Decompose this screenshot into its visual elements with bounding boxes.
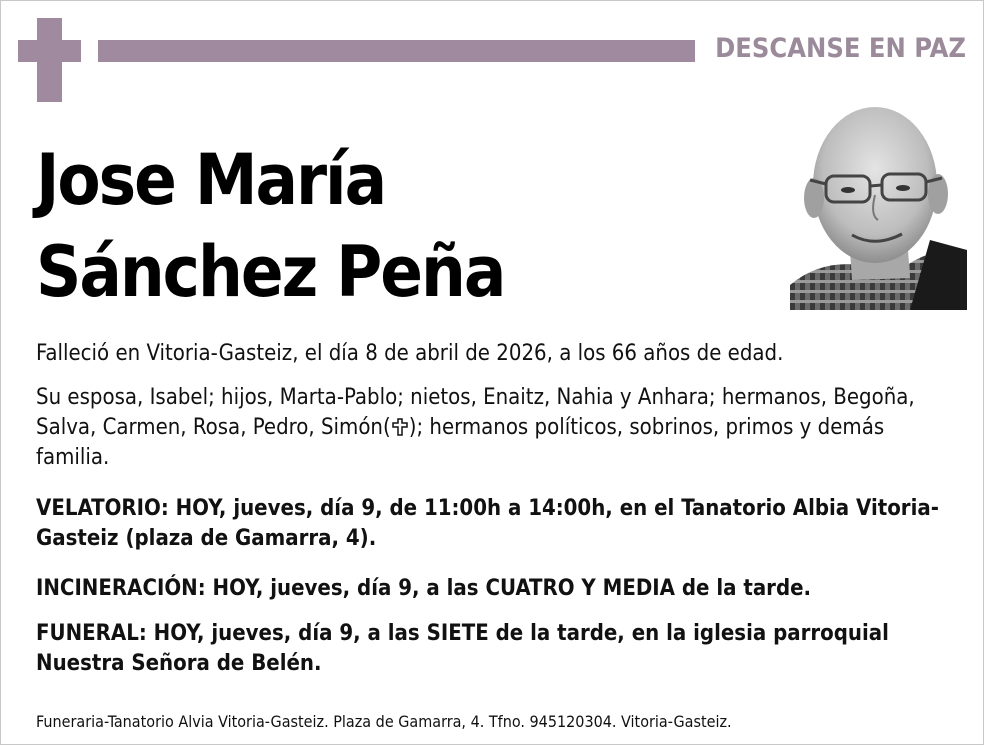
name-line-2: Sánchez Peña bbox=[36, 231, 505, 313]
death-notice: Falleció en Vitoria-Gasteiz, el día 8 de abril de 2026, a los 66 años de edad. bbox=[36, 341, 784, 366]
velatorio-info: VELATORIO: HOY, jueves, día 9, de 11:00h a 14:00h, en el Tanatorio Albia Vitoria-Gasteiz (plaza de Gamarra, 4). bbox=[36, 496, 939, 551]
header-label: DESCANSE EN PAZ bbox=[715, 33, 966, 64]
family-list-part-2: ); hermanos políticos, sobrinos, primos y demás familia. bbox=[36, 415, 885, 470]
funeral-home-footer: Funeraria-Tanatorio Alvia Vitoria-Gasteiz. Plaza de Gamarra, 4. Tfno. 945120304. Vitoria-Gasteiz. bbox=[36, 712, 732, 731]
funeral-info: FUNERAL: HOY, jueves, día 9, a las SIETE de la tarde, en la iglesia parroquial Nuestra Señora de Belén. bbox=[36, 621, 889, 676]
name-line-1: Jose María bbox=[36, 139, 386, 221]
deceased-portrait bbox=[790, 100, 967, 310]
header-rule bbox=[98, 40, 695, 62]
cross-icon-arm bbox=[18, 40, 81, 62]
deceased-name bbox=[36, 134, 504, 318]
family-list bbox=[36, 383, 956, 473]
family-list-part-1: Su esposa, Isabel; hijos, Marta-Pablo; nietos, Enaitz, Nahia y Anhara; hermanos, Begoña, Salva, Carmen, Rosa, Pedro, Simón( bbox=[36, 385, 915, 440]
incineracion-info: INCINERACIÓN: HOY, jueves, día 9, a las CUATRO Y MEDIA de la tarde. bbox=[36, 576, 812, 601]
small-cross-icon bbox=[391, 415, 409, 433]
